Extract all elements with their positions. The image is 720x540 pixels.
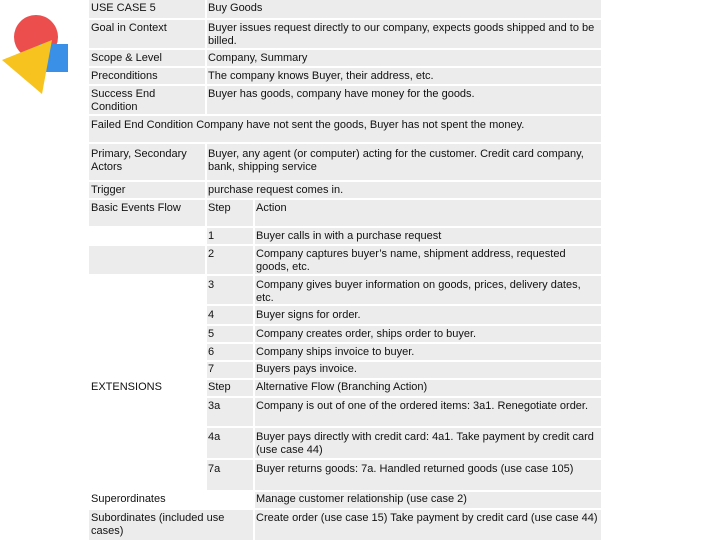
failed-label: Failed End Condition — [91, 119, 194, 131]
row-scope — [89, 50, 601, 66]
basic-step-action: Company captures buyer’s name, shipment address, requested goods, etc. — [256, 248, 566, 273]
basic-step-row — [89, 306, 601, 324]
goal-label: Goal in Context — [91, 22, 167, 34]
basic-step-number: 6 — [208, 346, 215, 358]
row-trigger — [89, 182, 601, 198]
basic-step-action: Buyer signs for order. — [256, 309, 361, 321]
basic-step-row — [89, 246, 601, 274]
row-use-case — [89, 0, 601, 18]
subordinates-value: Create order (use case 15) Take payment by credit card (use case 44) — [256, 512, 598, 524]
failed-cell — [89, 116, 601, 142]
use-case-value: Buy Goods — [208, 2, 263, 14]
basic-step-action: Buyer calls in with a purchase request — [256, 230, 442, 242]
goal-value: Buyer issues request directly to our company, expects goods shipped and to be billed. — [208, 22, 595, 47]
extensions-step-header: Step — [208, 381, 231, 393]
subordinates-label: Subordinates (included use cases) — [91, 512, 225, 537]
basic-flow-step-header: Step — [208, 202, 231, 214]
basic-step-blank — [89, 326, 206, 342]
use-case-label: USE CASE 5 — [91, 2, 156, 14]
row-failed — [89, 116, 601, 142]
basic-step-number: 2 — [208, 248, 215, 260]
actors-label: Primary, Secondary Actors — [91, 148, 187, 173]
use-case-table — [89, 0, 601, 540]
success-value: Buyer has goods, company have money for the goods. — [208, 88, 475, 100]
extension-step-action: Buyer returns goods: 7a. Handled returned goods (use case 105) — [256, 463, 574, 475]
basic-step-row — [89, 362, 601, 378]
extension-step-number: 7a — [208, 463, 221, 475]
basic-step-number: 1 — [208, 230, 215, 242]
basic-step-row — [89, 276, 601, 304]
decorative-logo — [0, 0, 90, 110]
basic-step-blank — [89, 362, 206, 378]
basic-step-number: 7 — [208, 363, 215, 375]
basic-step-blank — [89, 276, 206, 304]
basic-step-row — [89, 326, 601, 342]
basic-step-action: Company gives buyer information on goods, prices, delivery dates, etc. — [256, 279, 581, 304]
extension-step-number: 3a — [208, 400, 221, 412]
basic-step-action: Buyers pays invoice. — [256, 363, 357, 375]
extension-step-blank — [89, 398, 206, 426]
extensions-label: EXTENSIONS — [89, 380, 206, 396]
basic-step-blank — [89, 246, 206, 274]
extension-step-row — [89, 460, 601, 490]
success-label: Success End Condition — [91, 88, 156, 113]
extension-step-blank — [89, 460, 206, 490]
extension-step-row — [89, 398, 601, 426]
row-superordinates — [89, 492, 601, 508]
basic-step-number: 4 — [208, 309, 215, 321]
scope-value: Company, Summary — [208, 52, 308, 64]
actors-value: Buyer, any agent (or computer) acting for the customer. Credit card company, bank, shipping service — [208, 148, 584, 173]
trigger-value: purchase request comes in. — [208, 184, 344, 196]
extension-step-row — [89, 428, 601, 458]
basic-step-number: 5 — [208, 328, 215, 340]
extension-step-action: Buyer pays directly with credit card: 4a1. Take payment by credit card (use case 44) — [256, 431, 594, 456]
failed-value: Company have not sent the goods, Buyer has not spent the money. — [196, 119, 525, 131]
extension-step-blank — [89, 428, 206, 458]
row-success — [89, 86, 601, 114]
basic-flow-label: Basic Events Flow — [91, 202, 181, 214]
extensions-action-header: Alternative Flow (Branching Action) — [256, 381, 428, 393]
basic-step-action: Company creates order, ships order to buyer. — [256, 328, 477, 340]
basic-step-blank — [89, 228, 206, 244]
trigger-label: Trigger — [91, 184, 126, 196]
extension-step-number: 4a — [208, 431, 221, 443]
basic-flow-action-header: Action — [256, 202, 287, 214]
preconditions-value: The company knows Buyer, their address, etc. — [208, 70, 434, 82]
basic-step-number: 3 — [208, 279, 215, 291]
extension-step-action: Company is out of one of the ordered items: 3a1. Renegotiate order. — [256, 400, 589, 412]
preconditions-label: Preconditions — [91, 70, 158, 82]
basic-step-blank — [89, 306, 206, 324]
row-actors — [89, 144, 601, 180]
basic-step-blank — [89, 344, 206, 360]
row-goal — [89, 20, 601, 48]
basic-step-row — [89, 344, 601, 360]
row-subordinates — [89, 510, 601, 540]
basic-step-action: Company ships invoice to buyer. — [256, 346, 415, 358]
basic-step-row — [89, 228, 601, 244]
superordinates-label: Superordinates — [89, 492, 254, 508]
superordinates-value: Manage customer relationship (use case 2) — [256, 493, 467, 505]
scope-label: Scope & Level — [91, 52, 162, 64]
row-basic-flow-header — [89, 200, 601, 226]
row-preconditions — [89, 68, 601, 84]
row-extensions-header — [89, 380, 601, 396]
